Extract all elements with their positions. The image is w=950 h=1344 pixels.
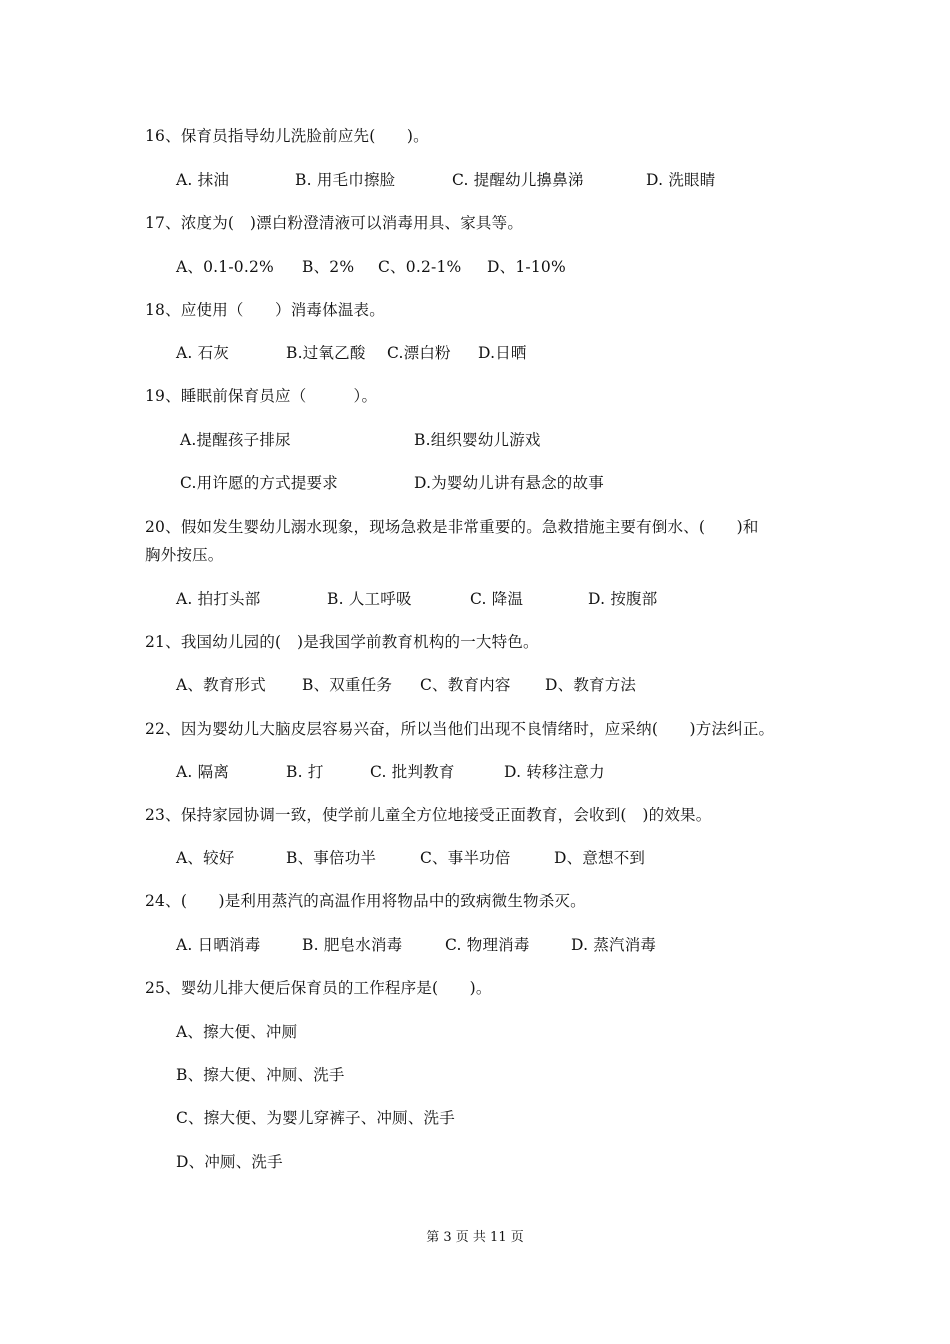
question-24-option-b: B. 肥皂水消毒 — [302, 936, 403, 954]
question-22-option-b: B. 打 — [286, 763, 324, 781]
question-18-option-b: B.过氧乙酸 — [286, 344, 366, 362]
question-18-stem: 18、应使用（ ）消毒体温表。 — [145, 301, 385, 319]
question-22-stem: 22、因为婴幼儿大脑皮层容易兴奋，所以当他们出现不良情绪时，应采纳( )方法纠正。 — [145, 720, 775, 738]
question-18-option-d: D.日晒 — [478, 344, 527, 362]
question-17-stem: 17、浓度为( )漂白粉澄清液可以消毒用具、家具等。 — [145, 214, 524, 232]
question-22-option-d: D. 转移注意力 — [504, 763, 605, 781]
question-16-option-b: B. 用毛巾擦脸 — [295, 171, 396, 189]
question-17-option-b: B、2% — [302, 258, 355, 276]
question-17-option-a: A、0.1-0.2% — [176, 258, 274, 276]
question-16-option-d: D. 洗眼睛 — [646, 171, 716, 189]
question-23-stem: 23、保持家园协调一致，使学前儿童全方位地接受正面教育，会收到( )的效果。 — [145, 806, 712, 824]
question-16-stem: 16、保育员指导幼儿洗脸前应先( )。 — [145, 127, 429, 145]
question-23-option-c: C、事半功倍 — [420, 849, 511, 867]
question-25-option-a: A、擦大便、冲厕 — [176, 1023, 298, 1041]
question-19-option-a: A.提醒孩子排尿 — [180, 431, 291, 449]
page-number-footer: 第 3 页 共 11 页 — [426, 1230, 524, 1245]
question-19-option-d: D.为婴幼儿讲有悬念的故事 — [414, 474, 604, 492]
question-21-option-c: C、教育内容 — [420, 676, 511, 694]
question-23-option-b: B、事倍功半 — [286, 849, 377, 867]
question-25-stem: 25、婴幼儿排大便后保育员的工作程序是( )。 — [145, 979, 492, 997]
question-25-option-b: B、擦大便、冲厕、洗手 — [176, 1066, 345, 1084]
question-20-option-d: D. 按腹部 — [588, 590, 658, 608]
question-18-option-a: A. 石灰 — [176, 344, 230, 362]
question-24-option-d: D. 蒸汽消毒 — [571, 936, 657, 954]
question-19-stem: 19、睡眠前保育员应（ ）。 — [145, 387, 378, 405]
question-20-stem: 20、假如发生婴幼儿溺水现象，现场急救是非常重要的。急救措施主要有倒水、( )和 — [145, 518, 759, 536]
question-16-option-c: C. 提醒幼儿擤鼻涕 — [452, 171, 584, 189]
question-18-option-c: C.漂白粉 — [387, 344, 451, 362]
question-21-stem: 21、我国幼儿园的( )是我国学前教育机构的一大特色。 — [145, 633, 539, 651]
question-20-option-a: A. 拍打头部 — [176, 590, 261, 608]
question-21-option-b: B、双重任务 — [302, 676, 393, 694]
question-25-option-c: C、擦大便、为婴儿穿裤子、冲厕、洗手 — [176, 1109, 455, 1127]
question-22-option-c: C. 批判教育 — [370, 763, 455, 781]
question-20-stem-continuation: 胸外按压。 — [145, 546, 224, 564]
question-20-option-b: B. 人工呼吸 — [327, 590, 412, 608]
question-21-option-a: A、教育形式 — [176, 676, 266, 694]
question-24-option-a: A. 日晒消毒 — [176, 936, 261, 954]
question-19-option-c: C.用许愿的方式提要求 — [180, 474, 338, 492]
question-23-option-a: A、较好 — [176, 849, 235, 867]
question-20-option-c: C. 降温 — [470, 590, 524, 608]
question-24-stem: 24、( )是利用蒸汽的高温作用将物品中的致病微生物杀灭。 — [145, 892, 586, 910]
question-21-option-d: D、教育方法 — [545, 676, 637, 694]
question-24-option-c: C. 物理消毒 — [445, 936, 530, 954]
question-23-option-d: D、意想不到 — [554, 849, 646, 867]
question-16-option-a: A. 抹油 — [176, 171, 230, 189]
question-17-option-c: C、0.2-1% — [378, 258, 462, 276]
question-25-option-d: D、冲厕、洗手 — [176, 1153, 283, 1171]
question-22-option-a: A. 隔离 — [176, 763, 230, 781]
question-19-option-b: B.组织婴幼儿游戏 — [414, 431, 541, 449]
question-17-option-d: D、1-10% — [487, 258, 566, 276]
